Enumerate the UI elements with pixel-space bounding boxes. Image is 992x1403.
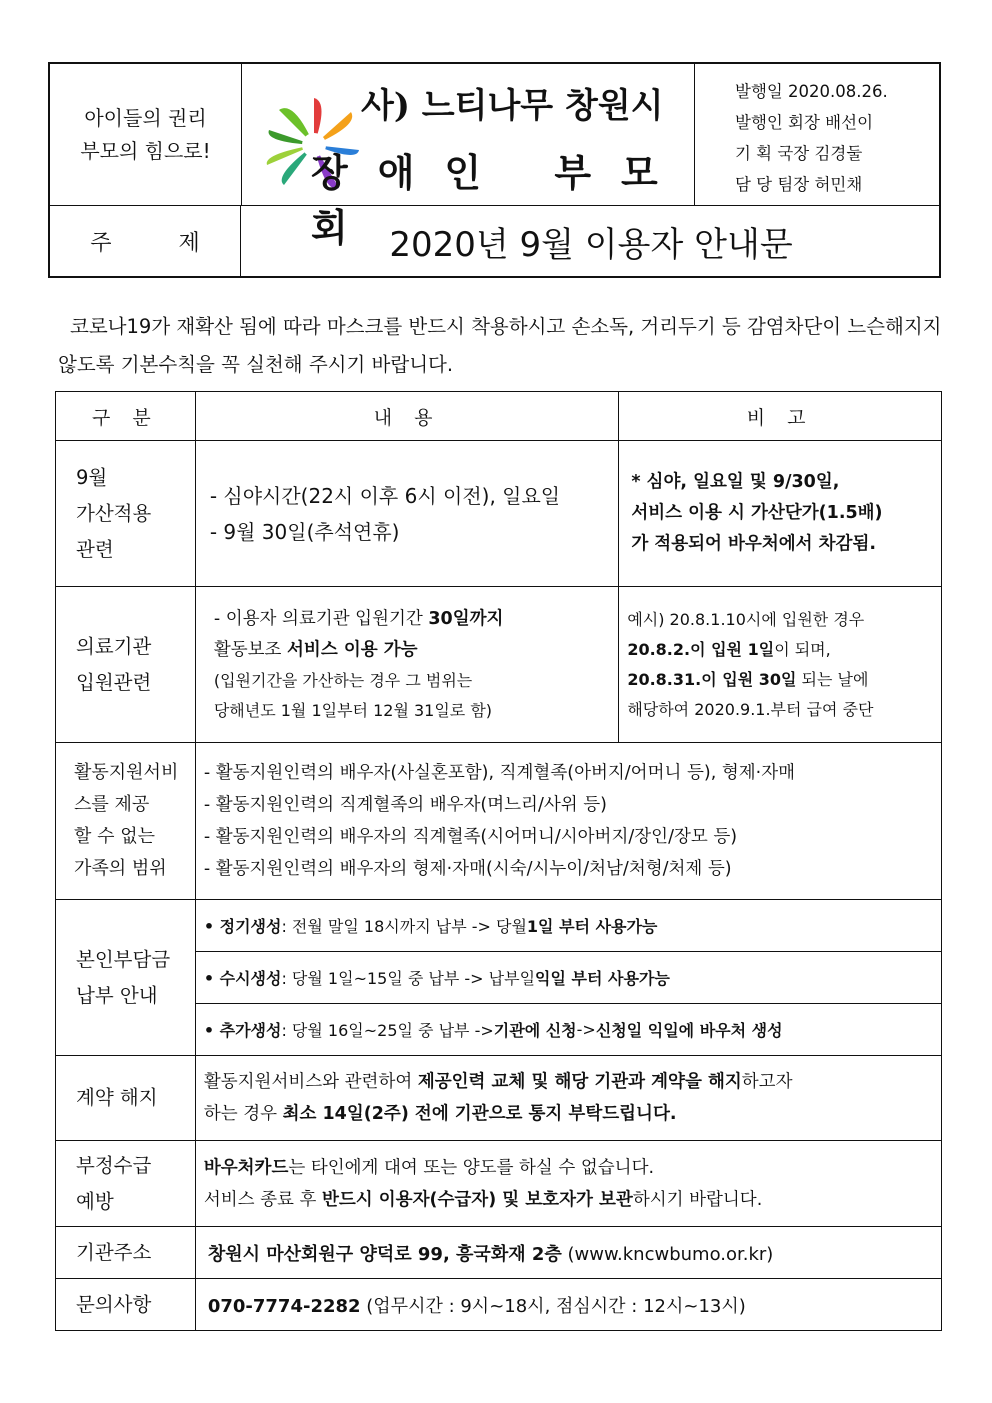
text-bold: • 정기생성 (203, 917, 282, 936)
row-family (56, 743, 942, 900)
row-address-label: 기관주소 (56, 1227, 196, 1279)
col-content: 내 용 (195, 392, 618, 441)
row-copay (56, 900, 942, 1056)
col-category: 구 분 (56, 392, 196, 441)
row-surcharge (56, 441, 942, 587)
phone-number: 070-7774-2282 (207, 1295, 361, 1317)
text-bold: 제공인력 교체 및 해당 기관과 계약을 해지 (417, 1072, 742, 1092)
subject-title: 2020년 9월 이용자 안내문 (389, 225, 793, 265)
row-contact-label: 문의사항 (56, 1279, 196, 1331)
label-line: 가산적용 (76, 501, 152, 525)
slogan (50, 64, 242, 205)
text: 는 타인에게 대여 또는 양도를 하실 수 없습니다. (288, 1157, 655, 1178)
text-bold: 30일까지 (428, 608, 504, 629)
content-line: - 9월 30일(추석연휴) (209, 519, 400, 544)
content-line: - 활동지원인력의 배우자(사실혼포함), 직계혈족(아버지/어머니 등), 형제·자매 (203, 763, 795, 783)
content-line: - 심야시간(22시 이후 6시 이전), 일요일 (209, 483, 561, 508)
note-line (627, 635, 941, 665)
row-hospital (56, 587, 942, 743)
header-box (48, 62, 941, 278)
row-hospital-note (619, 587, 942, 743)
slogan-line1: 아이들의 권리 (84, 105, 207, 130)
org-name-line1: 사) 느티나무 창원시 (361, 86, 664, 126)
note-line: 가 적용되어 바우처에서 차감됨. (631, 534, 877, 554)
label-line: 예방 (76, 1189, 114, 1213)
label-line: 스를 제공 (74, 794, 150, 815)
row-fraud-label (56, 1141, 196, 1227)
row-address-content (195, 1227, 941, 1279)
note-line: 예시) 20.8.1.10시에 입원한 경우 (627, 609, 865, 629)
row-address (56, 1227, 942, 1279)
row-surcharge-label (56, 441, 196, 587)
content-line (204, 1066, 941, 1098)
subject-label: 주 제 (50, 205, 241, 278)
label-line: 활동지원서비 (74, 762, 179, 783)
label-line: 관련 (76, 537, 114, 561)
content-line (204, 1184, 941, 1216)
content-line: 당해년도 1월 1일부터 12월 31일로 함) (213, 700, 493, 720)
text-bold: 20.8.2.이 입원 1일 (627, 639, 775, 659)
row-termination (56, 1056, 942, 1141)
row-copay-content (195, 900, 941, 1056)
business-hours: (업무시간 : 9시~18시, 점심시간 : 12시~13시) (360, 1295, 746, 1317)
website-link[interactable]: (www.kncwbumo.or.kr) (561, 1243, 774, 1265)
text: 하고자 (741, 1072, 793, 1092)
row-family-label (56, 743, 196, 900)
text-bold: • 추가생성 (203, 1021, 282, 1040)
issue-date: 발행일 2020.08.26. (735, 82, 888, 101)
text-bold: 반드시 이용자(수급자) 및 보호자가 보관 (321, 1189, 633, 1210)
content-line (204, 1098, 941, 1130)
text: 이 되며, (774, 639, 831, 659)
row-surcharge-content (195, 441, 618, 587)
planner: 기 획 국장 김경둘 (735, 144, 863, 163)
info-table (55, 391, 942, 1331)
copay-occasional (196, 952, 941, 1004)
text: -> (576, 1020, 596, 1039)
row-contact (56, 1279, 942, 1331)
copay-regular (196, 900, 941, 952)
text-bold: 서비스 이용 가능 (287, 639, 418, 660)
table-header (56, 392, 942, 441)
address-text: 창원시 마산회원구 양덕로 99, 흥국화재 2층 (207, 1243, 562, 1265)
label-line: 의료기관 (76, 634, 152, 658)
row-surcharge-note (619, 441, 942, 587)
org-name-line2: 장애인 부모회 (311, 150, 688, 250)
publisher: 발행인 회장 배선이 (735, 113, 874, 132)
content-line: - 활동지원인력의 배우자의 형제·자매(시숙/시누이/처남/처형/처제 등) (203, 859, 732, 879)
text-bold: 신청일 익일에 바우처 생성 (595, 1021, 783, 1040)
text: 하는 경우 (203, 1104, 283, 1124)
label-line: 9월 (76, 465, 108, 489)
row-copay-label (56, 900, 196, 1056)
note-line: 해당하여 2020.9.1.부터 급여 중단 (627, 699, 874, 719)
copay-additional (196, 1004, 941, 1055)
text: 서비스 종료 후 (203, 1189, 322, 1210)
text: - 이용자 의료기관 입원기간 (213, 608, 429, 629)
slogan-line2: 부모의 힘으로! (80, 138, 211, 163)
issue-info (695, 64, 941, 205)
content-line (204, 1152, 941, 1184)
col-note: 비 고 (619, 392, 942, 441)
row-family-content (195, 743, 941, 900)
label-line: 가족의 범위 (74, 858, 167, 879)
label-line: 부정수급 (76, 1153, 152, 1177)
manager: 담 당 팀장 허민채 (735, 175, 863, 194)
note-line: 서비스 이용 시 가산단가(1.5배) (631, 503, 883, 523)
row-contact-content (195, 1279, 941, 1331)
text: 활동지원서비스와 관련하여 (203, 1072, 418, 1092)
label-line: 납부 안내 (76, 983, 158, 1007)
intro-paragraph: 코로나19가 재확산 됨에 따라 마스크를 반드시 착용하시고 손소독, 거리두기 등 감염차단이 느슨해지지 않도록 기본수칙을 꼭 실천해 주시기 바랍니다. (58, 315, 942, 376)
note-line: * 심야, 일요일 및 9/30일, (631, 472, 840, 492)
row-termination-content (195, 1056, 941, 1141)
label-line: 입원관련 (76, 670, 152, 694)
text-bold: 20.8.31.이 입원 30일 (627, 669, 797, 689)
note-line (627, 665, 941, 695)
row-fraud (56, 1141, 942, 1227)
text-bold: • 수시생성 (203, 969, 282, 988)
text-bold: 바우처카드 (203, 1157, 289, 1178)
text: : 당월 1일~15일 중 납부 -> 납부일 (281, 969, 536, 988)
text: 하시기 바랍니다. (632, 1189, 763, 1210)
row-fraud-content (195, 1141, 941, 1227)
text-bold: 1일 부터 사용가능 (526, 917, 658, 936)
content-line: (입원기간을 가산하는 경우 그 범위는 (213, 670, 473, 690)
content-line (214, 604, 618, 635)
text: : 전월 말일 18시까지 납부 -> 당월 (281, 917, 527, 936)
row-termination-label: 계약 해지 (56, 1056, 196, 1141)
text-bold: 익일 부터 사용가능 (535, 969, 670, 988)
label-line: 본인부담금 (76, 947, 171, 971)
content-line (214, 635, 618, 666)
content-line: - 활동지원인력의 직계혈족의 배우자(며느리/사위 등) (203, 795, 607, 815)
row-hospital-content (195, 587, 618, 743)
text: 되는 날에 (796, 669, 869, 689)
text: 활동보조 (213, 639, 288, 660)
org-title (241, 64, 695, 250)
text-bold: 기관에 신청 (493, 1021, 577, 1040)
content-line: - 활동지원인력의 배우자의 직계혈족(시어머니/시아버지/장인/장모 등) (203, 827, 738, 847)
label-line: 할 수 없는 (74, 826, 155, 847)
text-bold: 최소 14일(2주) 전에 기관으로 통지 부탁드립니다. (282, 1104, 677, 1124)
row-hospital-label (56, 587, 196, 743)
text: : 당월 16일~25일 중 납부 -> (281, 1021, 494, 1040)
